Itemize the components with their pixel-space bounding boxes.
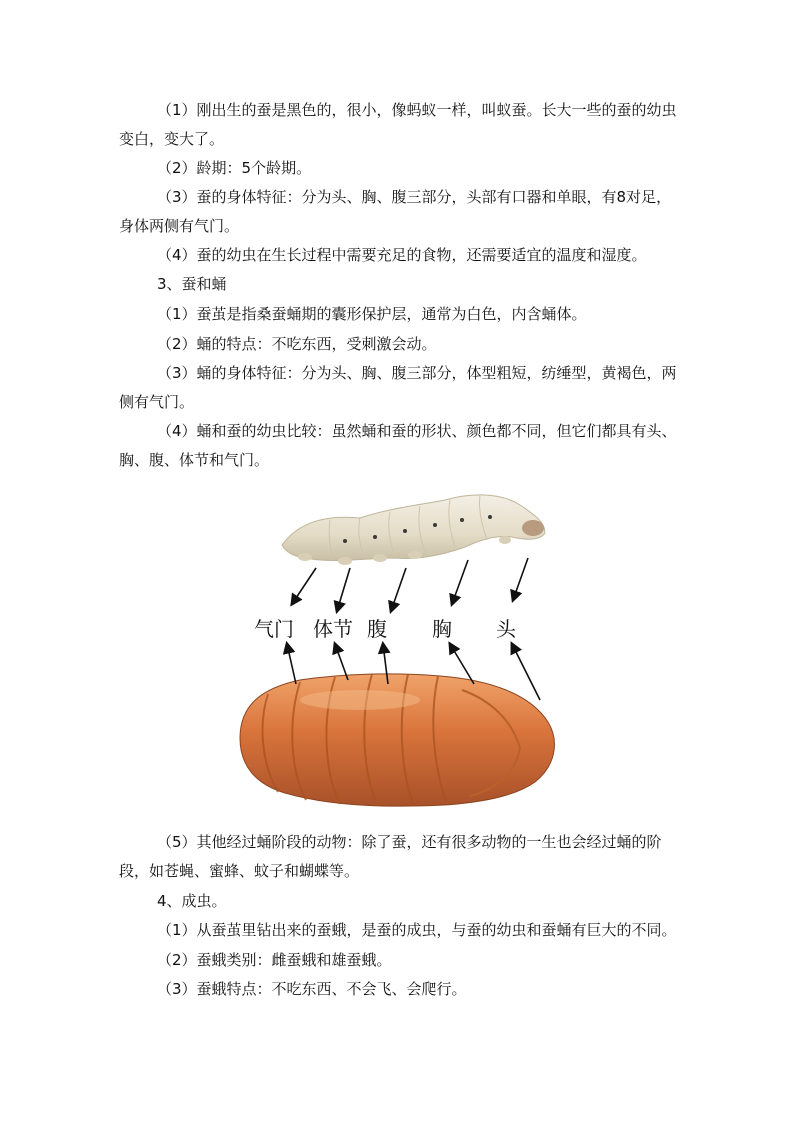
larva-arrows [292, 558, 528, 611]
pupa-paragraph-4: （4）蛹和蚕的幼虫比较：虽然蛹和蚕的形状、颜色都不同，但它们都具有头、胸、腹、体节和气门。 [119, 422, 677, 469]
pupa-paragraph-2: （2）蛹的特点：不吃东西，受刺激会动。 [157, 335, 437, 353]
label-thorax: 胸 [432, 617, 452, 641]
larva-paragraph-1: （1）刚出生的蚕是黑色的，很小，像蚂蚁一样，叫蚁蚕。长大一些的蚕的幼虫变白，变大了。 [119, 101, 677, 148]
larva-paragraph-4: （4）蚕的幼虫在生长过程中需要充足的食物，还需要适宜的温度和湿度。 [157, 246, 647, 264]
label-spiracle: 气门 [254, 617, 294, 641]
label-abdomen: 腹 [367, 617, 387, 641]
label-segment: 体节 [313, 617, 353, 641]
pupa-paragraph-3: （3）蛹的身体特征：分为头、胸、腹三部分，体型粗短，纺缍型，黄褐色，两侧有气门。 [119, 364, 677, 411]
silkworm-pupa-image [240, 674, 554, 806]
larva-paragraph-3: （3）蚕的身体特征：分为头、胸、腹三部分，头部有口器和单眼，有8对足，身体两侧有气门。 [119, 188, 672, 235]
larva-paragraph-2: （2）龄期：5个龄期。 [157, 159, 312, 177]
label-head: 头 [496, 617, 516, 641]
adult-paragraph-2: （2）蚕蛾类别：雌蚕蛾和雄蚕蛾。 [157, 951, 392, 969]
section-heading-cocoon-pupa: 3、蚕和蛹 [157, 275, 227, 293]
pupa-paragraph-1: （1）蚕茧是指桑蚕蛹期的囊形保护层，通常为白色，内含蛹体。 [157, 305, 587, 323]
silkworm-larva-image [282, 495, 545, 565]
adult-paragraph-1: （1）从蚕茧里钻出来的蚕蛾，是蚕的成虫，与蚕的幼虫和蚕蛹有巨大的不同。 [157, 921, 677, 939]
pupa-paragraph-5: （5）其他经过蛹阶段的动物：除了蚕，还有很多动物的一生也会经过蛹的阶段，如苍蝇、蜜蜂、蚊子和蝴蝶等。 [119, 833, 662, 880]
adult-paragraph-3: （3）蚕蛾特点：不吃东西、不会飞、会爬行。 [157, 980, 467, 998]
section-heading-adult: 4、成虫。 [157, 892, 227, 910]
